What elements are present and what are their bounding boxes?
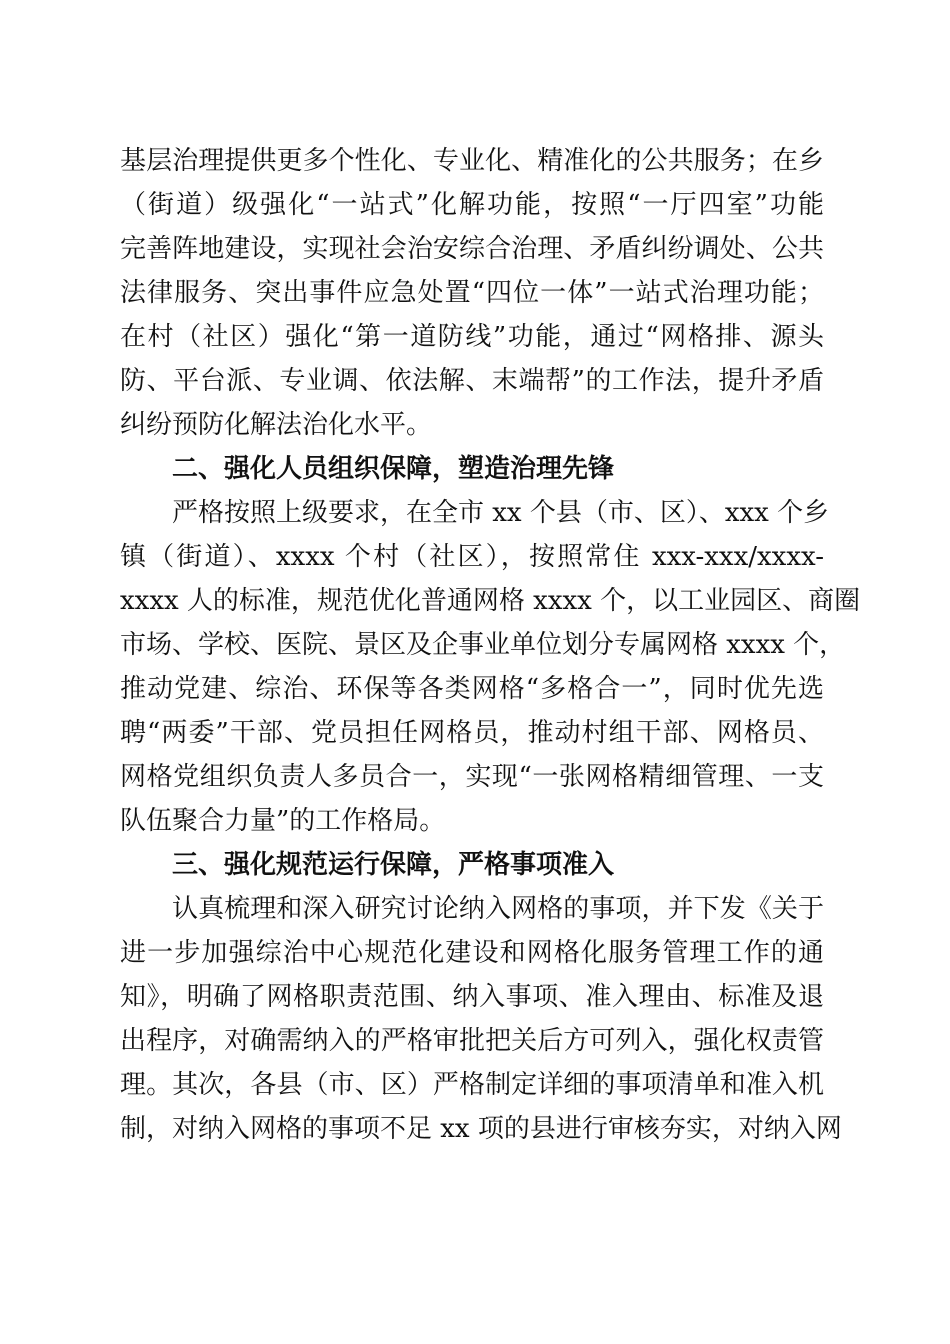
section-heading: 三、强化规范运行保障，严格事项准入 (172, 850, 615, 880)
paragraph-line: 认真梳理和深入研究讨论纳入网格的事项，并下发《关于 (172, 894, 824, 924)
paragraph-line: xxxx 人的标准，规范优化普通网格 xxxx 个，以工业园区、商圈 (120, 586, 861, 616)
paragraph-line: 聘“两委”干部、党员担任网格员，推动村组干部、网格员、 (120, 718, 824, 748)
paragraph-line: 法律服务、突出事件应急处置“四位一体”一站式治理功能； (120, 278, 824, 308)
paragraph-line: 镇（街道）、xxxx 个村（社区），按照常住 xxx-xxx/xxxx- (120, 542, 824, 572)
paragraph-line: 理。其次，各县（市、区）严格制定详细的事项清单和准入机 (120, 1070, 824, 1100)
paragraph-line: 严格按照上级要求，在全市 xx 个县（市、区）、xxx 个乡 (172, 498, 830, 528)
paragraph-line: 防、平台派、专业调、依法解、末端帮”的工作法，提升矛盾 (120, 366, 824, 396)
paragraph-line: 队伍聚合力量”的工作格局。 (120, 806, 446, 836)
paragraph-line: 网格党组织负责人多员合一，实现“一张网格精细管理、一支 (120, 762, 824, 792)
paragraph-line: 市场、学校、医院、景区及企事业单位划分专属网格 xxxx 个， (120, 630, 846, 660)
paragraph-line: （街道）级强化“一站式”化解功能，按照“一厅四室”功能 (120, 190, 824, 220)
paragraph-line: 制，对纳入网格的事项不足 xx 项的县进行审核夯实，对纳入网 (120, 1114, 842, 1144)
paragraph-line: 基层治理提供更多个性化、专业化、精准化的公共服务；在乡 (120, 146, 824, 176)
paragraph-line: 知》，明确了网格职责范围、纳入事项、准入理由、标准及退 (120, 982, 824, 1012)
section-heading: 二、强化人员组织保障，塑造治理先锋 (172, 454, 615, 484)
paragraph-line: 推动党建、综治、环保等各类网格“多格合一”，同时优先选 (120, 674, 824, 704)
paragraph-line: 完善阵地建设，实现社会治安综合治理、矛盾纠纷调处、公共 (120, 234, 824, 264)
paragraph-line: 出程序，对确需纳入的严格审批把关后方可列入，强化权责管 (120, 1026, 824, 1056)
paragraph-line: 进一步加强综治中心规范化建设和网格化服务管理工作的通 (120, 938, 824, 968)
paragraph-line: 在村（社区）强化“第一道防线”功能，通过“网格排、源头 (120, 322, 824, 352)
paragraph-line: 纠纷预防化解法治化水平。 (120, 410, 433, 440)
